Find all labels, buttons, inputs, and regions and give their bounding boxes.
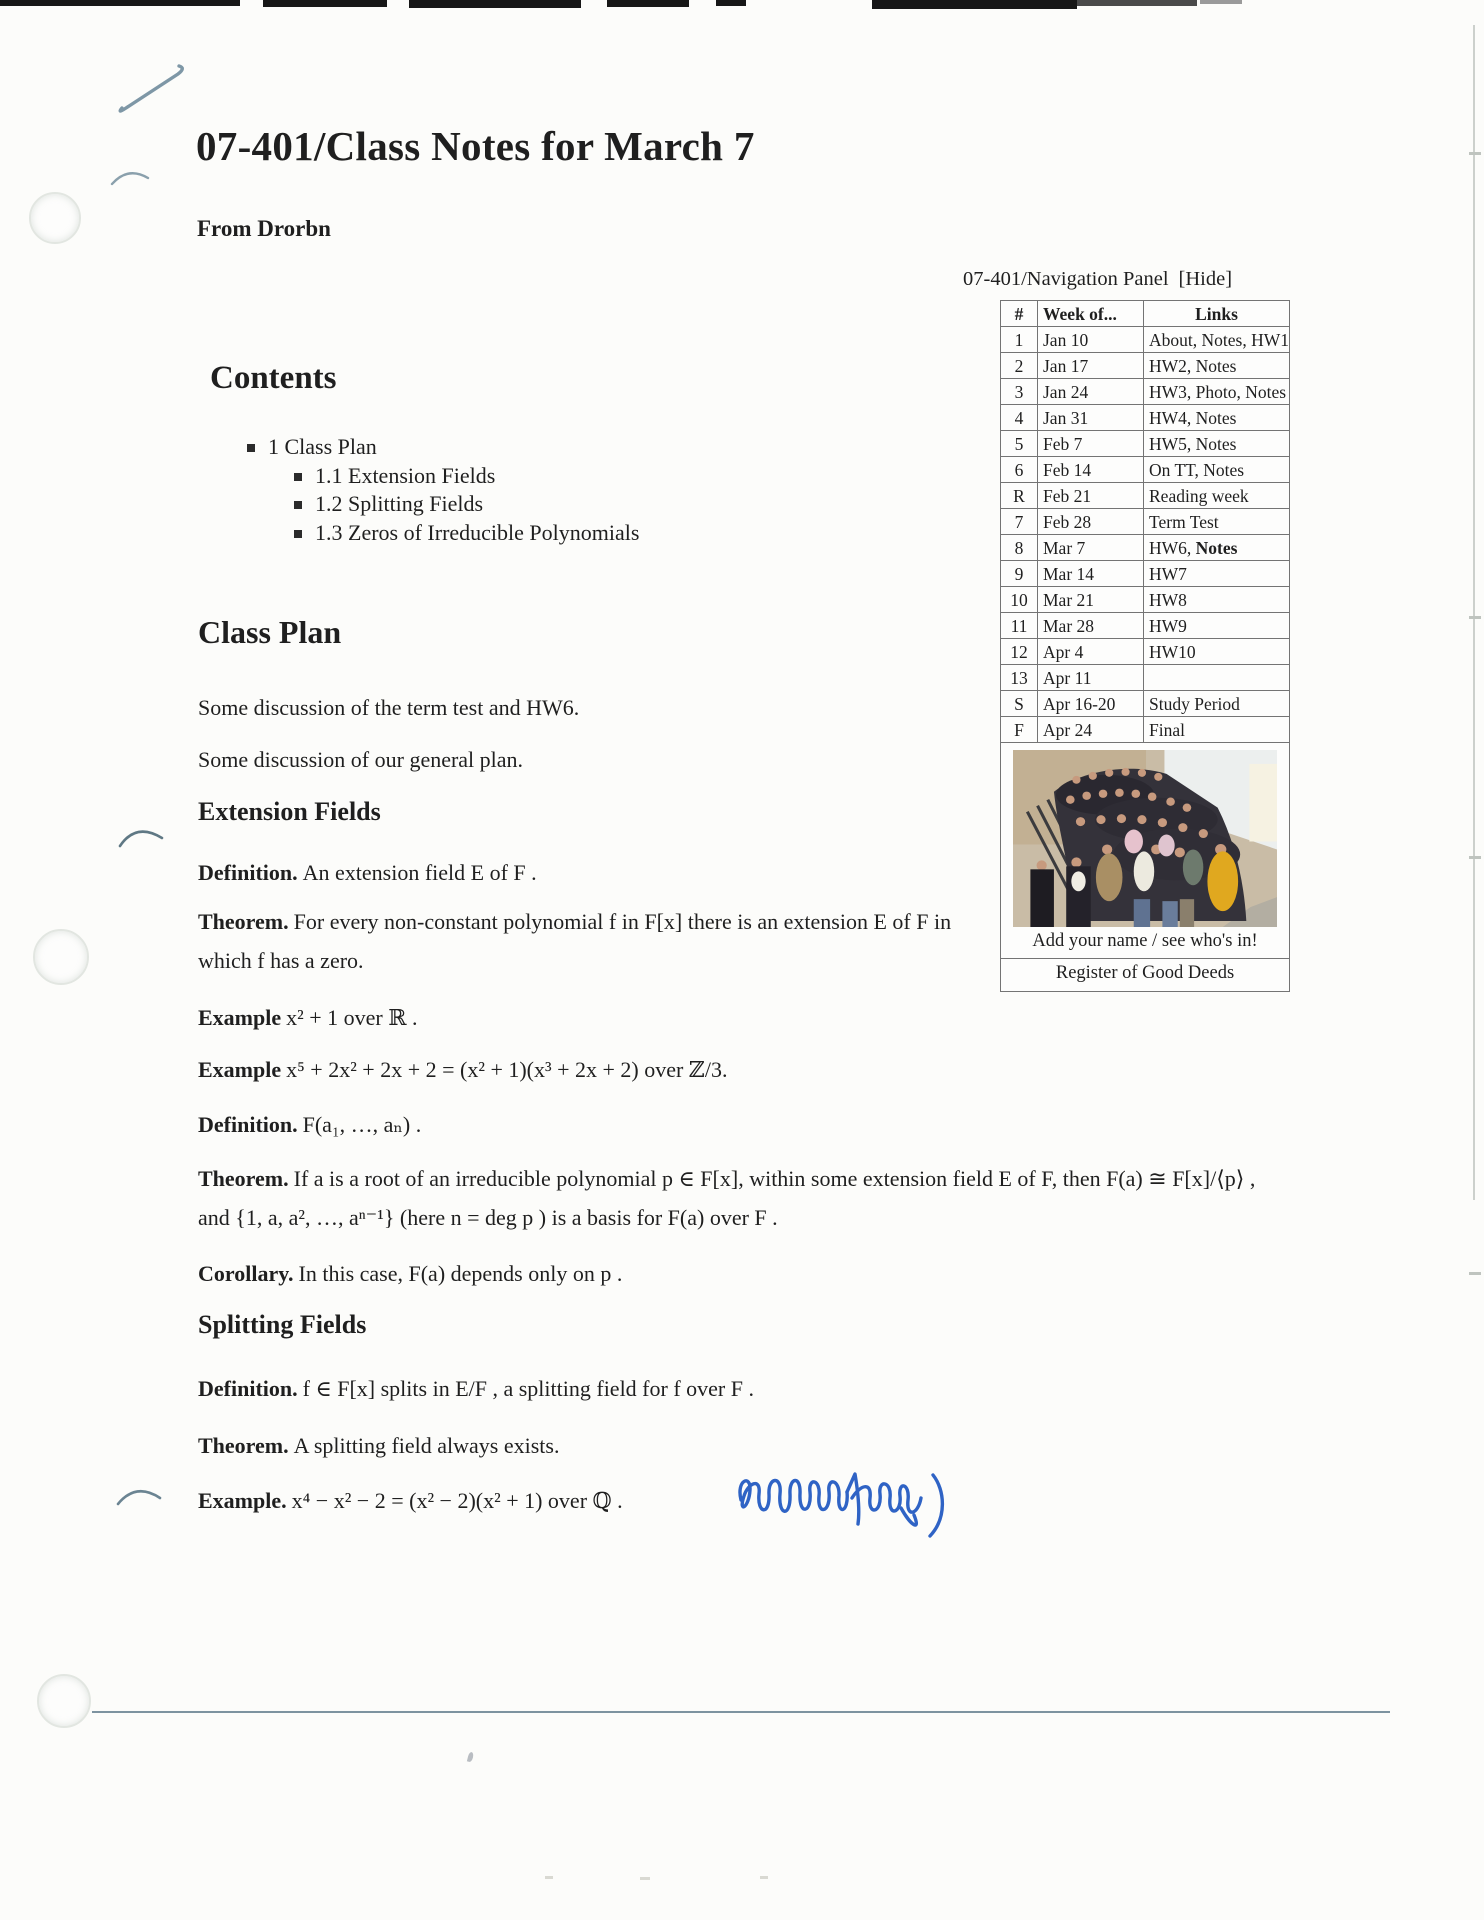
section-heading-class-plan: Class Plan bbox=[198, 614, 342, 650]
scan-artifact-speck bbox=[467, 1752, 474, 1763]
week-row bbox=[1001, 405, 1290, 431]
toc-item bbox=[247, 433, 639, 462]
scan-artifact-top-strip bbox=[1077, 0, 1197, 6]
nav-table-body bbox=[1001, 327, 1290, 743]
contents-heading: Contents bbox=[210, 360, 337, 396]
week-links-cell: Reading week bbox=[1144, 483, 1290, 509]
scan-artifact-top-strip bbox=[607, 0, 689, 7]
byline: From Drorbn bbox=[197, 216, 331, 241]
week-number-cell: 10 bbox=[1001, 587, 1038, 613]
example-paragraph bbox=[198, 1481, 623, 1520]
paragraph-label: Example bbox=[198, 1057, 282, 1082]
week-schedule-table bbox=[1000, 300, 1290, 743]
handwritten-blue-scribble bbox=[733, 1466, 951, 1552]
paragraph-label: Example. bbox=[198, 1488, 287, 1513]
week-links-cell: HW2, Notes bbox=[1144, 353, 1290, 379]
theorem-paragraph bbox=[198, 1159, 1270, 1237]
week-date-cell: Feb 21 bbox=[1038, 483, 1144, 509]
paragraph-text: An extension field E of F . bbox=[302, 860, 537, 885]
week-number-cell: F bbox=[1001, 717, 1038, 743]
page-title: 07-401/Class Notes for March 7 bbox=[196, 123, 755, 169]
scan-artifact-speck bbox=[545, 1876, 553, 1879]
paragraph-label: Theorem. bbox=[198, 1166, 289, 1191]
column-header-week: Week of... bbox=[1038, 301, 1144, 327]
week-links-cell: HW6, Notes bbox=[1144, 535, 1290, 561]
week-date-cell: Jan 17 bbox=[1038, 353, 1144, 379]
scan-artifact-top-strip bbox=[1200, 0, 1242, 4]
scan-artifact-tick bbox=[1469, 856, 1481, 859]
week-row bbox=[1001, 665, 1290, 691]
scan-artifact-tick bbox=[1469, 152, 1481, 155]
hide-link: [Hide] bbox=[1178, 268, 1233, 290]
week-number-cell: 9 bbox=[1001, 561, 1038, 587]
week-links-cell: HW5, Notes bbox=[1144, 431, 1290, 457]
week-links-cell: About, Notes, HW1 bbox=[1144, 327, 1290, 353]
paragraph-label: Example bbox=[198, 1005, 282, 1030]
paragraph-text: f ∈ F[x] splits in E/F , a splitting field for f over F . bbox=[302, 1376, 754, 1401]
week-links-cell: On TT, Notes bbox=[1144, 457, 1290, 483]
table-header-row bbox=[1001, 301, 1290, 327]
scan-artifact-top-strip bbox=[872, 0, 1077, 9]
toc-item-label: 1.2 Splitting Fields bbox=[315, 491, 484, 516]
toc-item-label: 1.3 Zeros of Irreducible Polynomials bbox=[315, 519, 640, 545]
definition-paragraph bbox=[198, 1369, 754, 1408]
class-photo bbox=[1013, 750, 1277, 927]
toc-item bbox=[247, 519, 639, 548]
scan-artifact-speck bbox=[760, 1876, 768, 1879]
week-links-cell: Final bbox=[1144, 717, 1290, 743]
week-row bbox=[1001, 717, 1290, 743]
week-number-cell: S bbox=[1001, 691, 1038, 717]
week-number-cell: 4 bbox=[1001, 405, 1038, 431]
week-row bbox=[1001, 535, 1290, 561]
scan-artifact-page-edge bbox=[1473, 25, 1475, 1200]
paragraph-text: F(a₁, …, aₙ) . bbox=[302, 1112, 422, 1137]
week-date-cell: Apr 16-20 bbox=[1038, 691, 1144, 717]
definition-paragraph bbox=[198, 1105, 421, 1144]
week-links-cell: HW3, Photo, Notes bbox=[1144, 379, 1290, 405]
scan-artifact-top-strip bbox=[716, 0, 746, 6]
week-date-cell: Mar 21 bbox=[1038, 587, 1144, 613]
scan-artifact-top-strip bbox=[263, 0, 387, 7]
photo-caption-link: Add your name / see who's in! bbox=[1032, 931, 1258, 951]
week-date-cell: Feb 28 bbox=[1038, 509, 1144, 535]
nav-panel-title-text: 07-401/Navigation Panel bbox=[963, 268, 1169, 290]
week-number-cell: 13 bbox=[1001, 665, 1038, 691]
week-number-cell: 8 bbox=[1001, 535, 1038, 561]
week-date-cell: Jan 24 bbox=[1038, 379, 1144, 405]
paragraph-text: x⁵ + 2x² + 2x + 2 = (x² + 1)(x³ + 2x + 2) over ℤ/3. bbox=[286, 1057, 728, 1082]
paragraph-text: x⁴ − x² − 2 = (x² − 2)(x² + 1) over ℚ . bbox=[291, 1488, 623, 1513]
week-number-cell: R bbox=[1001, 483, 1038, 509]
pencil-arc-mark bbox=[118, 826, 164, 848]
pencil-arc-mark bbox=[110, 168, 150, 186]
definition-paragraph bbox=[198, 853, 537, 892]
week-number-cell: 6 bbox=[1001, 457, 1038, 483]
week-links-cell: HW9 bbox=[1144, 613, 1290, 639]
paragraph-label: Corollary. bbox=[198, 1261, 294, 1286]
theorem-paragraph bbox=[198, 902, 998, 980]
toc-item-label: 1 Class Plan bbox=[268, 434, 377, 459]
week-date-cell: Apr 24 bbox=[1038, 717, 1144, 743]
register-good-deeds-link: Register of Good Deeds bbox=[1000, 959, 1290, 992]
toc-item-label: 1.1 Extension Fields bbox=[315, 462, 496, 488]
week-row bbox=[1001, 457, 1290, 483]
week-date-cell: Feb 14 bbox=[1038, 457, 1144, 483]
pen-stroke-mark bbox=[116, 58, 190, 116]
paragraph-label: Theorem. bbox=[198, 909, 289, 934]
contents-list bbox=[247, 433, 639, 547]
week-links-cell bbox=[1144, 665, 1290, 691]
hole-punch bbox=[29, 192, 81, 244]
week-date-cell: Feb 7 bbox=[1038, 431, 1144, 457]
class-plan-paragraph: Some discussion of the term test and HW6. bbox=[198, 695, 580, 720]
week-number-cell: 7 bbox=[1001, 509, 1038, 535]
paragraph-text: A splitting field always exists. bbox=[293, 1433, 560, 1458]
week-row bbox=[1001, 327, 1290, 353]
column-header-num: # bbox=[1001, 301, 1038, 327]
week-row bbox=[1001, 691, 1290, 717]
example-paragraph bbox=[198, 1050, 728, 1089]
week-date-cell: Apr 4 bbox=[1038, 639, 1144, 665]
week-links-cell: HW7 bbox=[1144, 561, 1290, 587]
paragraph-text: In this case, F(a) depends only on p . bbox=[298, 1261, 623, 1286]
week-number-cell: 12 bbox=[1001, 639, 1038, 665]
week-date-cell: Mar 14 bbox=[1038, 561, 1144, 587]
week-row bbox=[1001, 379, 1290, 405]
week-links-cell: HW8 bbox=[1144, 587, 1290, 613]
week-number-cell: 3 bbox=[1001, 379, 1038, 405]
theorem-paragraph bbox=[198, 1426, 559, 1465]
hole-punch bbox=[33, 929, 89, 985]
week-number-cell: 2 bbox=[1001, 353, 1038, 379]
week-date-cell: Jan 31 bbox=[1038, 405, 1144, 431]
bullet-square-icon bbox=[247, 444, 255, 452]
week-date-cell: Mar 7 bbox=[1038, 535, 1144, 561]
week-date-cell: Mar 28 bbox=[1038, 613, 1144, 639]
week-number-cell: 5 bbox=[1001, 431, 1038, 457]
week-number-cell: 1 bbox=[1001, 327, 1038, 353]
scan-artifact-top-strip bbox=[409, 0, 581, 8]
toc-item bbox=[247, 490, 639, 519]
paragraph-label: Definition. bbox=[198, 1112, 298, 1137]
paragraph-label: Definition. bbox=[198, 860, 298, 885]
week-row bbox=[1001, 639, 1290, 665]
scan-artifact-tick bbox=[1469, 616, 1481, 619]
week-row bbox=[1001, 587, 1290, 613]
paragraph-label: Theorem. bbox=[198, 1433, 289, 1458]
paragraph-label: Definition. bbox=[198, 1376, 298, 1401]
scan-artifact-speck bbox=[640, 1877, 650, 1880]
navigation-panel bbox=[1000, 300, 1290, 992]
paragraph-text: x² + 1 over ℝ . bbox=[286, 1005, 418, 1030]
week-number-cell: 11 bbox=[1001, 613, 1038, 639]
paragraph-text: If a is a root of an irreducible polynomial p ∈ F[x], within some extension field E of F, then F(a) ≅ F[x]/⟨p⟩ , and {1, a, a², …, aⁿ⁻¹} (here n = deg p ) is a basis for F(a) over F . bbox=[198, 1166, 1256, 1230]
week-links-cell: Study Period bbox=[1144, 691, 1290, 717]
week-links-cell: HW4, Notes bbox=[1144, 405, 1290, 431]
week-date-cell: Apr 11 bbox=[1038, 665, 1144, 691]
week-links-cell: HW10 bbox=[1144, 639, 1290, 665]
scan-artifact-top-strip bbox=[0, 0, 240, 6]
week-links-cell: Term Test bbox=[1144, 509, 1290, 535]
nav-panel-title bbox=[963, 268, 1232, 291]
week-date-cell: Jan 10 bbox=[1038, 327, 1144, 353]
bullet-square-icon bbox=[294, 530, 302, 538]
hole-punch bbox=[37, 1674, 91, 1728]
week-row bbox=[1001, 353, 1290, 379]
paragraph-text: For every non-constant polynomial f in F[x] there is an extension E of F in which f has a zero. bbox=[198, 909, 952, 973]
week-row bbox=[1001, 613, 1290, 639]
pencil-arc-mark bbox=[116, 1486, 162, 1508]
section-heading-splitting-fields: Splitting Fields bbox=[198, 1310, 367, 1339]
bullet-square-icon bbox=[294, 501, 302, 509]
toc-item bbox=[247, 462, 639, 491]
week-row bbox=[1001, 483, 1290, 509]
column-header-links: Links bbox=[1144, 301, 1290, 327]
week-row bbox=[1001, 561, 1290, 587]
class-plan-paragraph: Some discussion of our general plan. bbox=[198, 747, 524, 772]
example-paragraph bbox=[198, 998, 418, 1037]
bottom-rule-line bbox=[92, 1711, 1390, 1713]
week-row bbox=[1001, 431, 1290, 457]
section-heading-extension-fields: Extension Fields bbox=[198, 797, 381, 826]
class-photo-cell bbox=[1000, 743, 1290, 959]
scan-artifact-tick bbox=[1469, 1272, 1481, 1275]
corollary-paragraph bbox=[198, 1254, 622, 1293]
week-row bbox=[1001, 509, 1290, 535]
bullet-square-icon bbox=[294, 473, 302, 481]
